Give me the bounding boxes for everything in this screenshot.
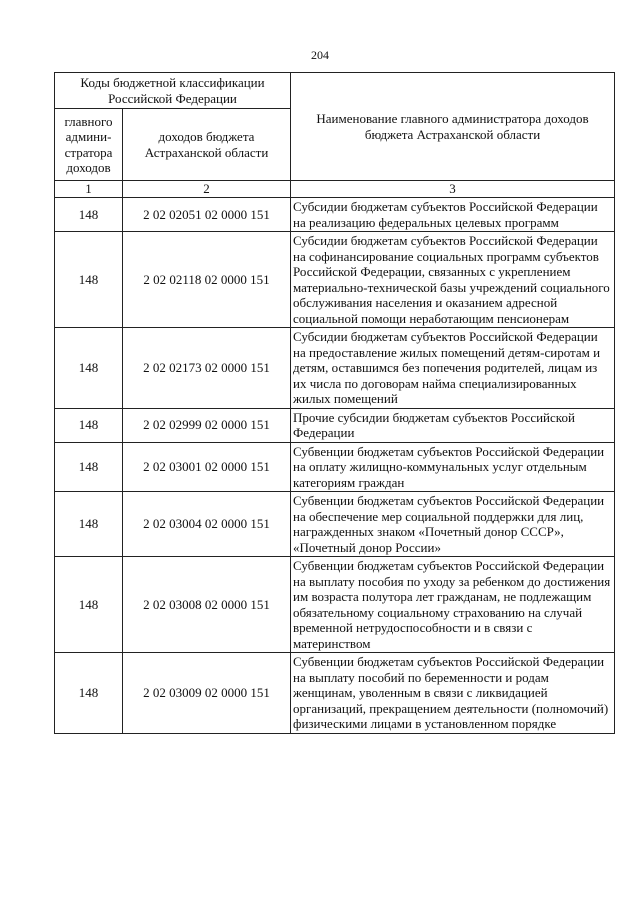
- name-cell: Субвенции бюджетам субъектов Российской Федерации на оплату жилищно-коммунальных услуг отдельным категориям граждан: [291, 442, 615, 492]
- header-admin-cell: главного админи-стратора доходов: [55, 109, 123, 181]
- income-code-cell: 2 02 02999 02 0000 151: [123, 408, 291, 442]
- name-cell: Прочие субсидии бюджетам субъектов Российской Федерации: [291, 408, 615, 442]
- income-code-cell: 2 02 02118 02 0000 151: [123, 232, 291, 328]
- table-row: [55, 442, 615, 492]
- header-group-cell: Коды бюджетной классификации Российской Федерации: [55, 73, 291, 109]
- name-cell: Субвенции бюджетам субъектов Российской Федерации на выплату пособия по уходу за ребенком до достижения им возраста полутора лет гражданам, не подлежащим обязательному социальному страхованию на случай временной нетрудоспособности и в связи с материнством: [291, 557, 615, 653]
- admin-code-cell: 148: [55, 328, 123, 409]
- name-cell: Субвенции бюджетам субъектов Российской Федерации на выплату пособий по беременности и родам женщинам, уволенным в связи с ликвидацией организаций, прекращением деятельности (полномочий) физическими лицами в установленном порядке: [291, 653, 615, 734]
- admin-code-cell: 148: [55, 232, 123, 328]
- admin-code-cell: 148: [55, 442, 123, 492]
- table-row: [55, 328, 615, 409]
- table-row: [55, 408, 615, 442]
- income-code-cell: 2 02 03001 02 0000 151: [123, 442, 291, 492]
- column-number: 3: [291, 181, 615, 198]
- income-code-cell: 2 02 02173 02 0000 151: [123, 328, 291, 409]
- table-body: [55, 198, 615, 734]
- column-number: 2: [123, 181, 291, 198]
- table-row: [55, 492, 615, 557]
- admin-code-cell: 148: [55, 492, 123, 557]
- name-cell: Субсидии бюджетам субъектов Российской Федерации на реализацию федеральных целевых программ: [291, 198, 615, 232]
- budget-classification-table: [54, 72, 615, 734]
- column-number-row: [55, 181, 615, 198]
- table-row: [55, 232, 615, 328]
- income-code-cell: 2 02 02051 02 0000 151: [123, 198, 291, 232]
- admin-code-cell: 148: [55, 198, 123, 232]
- income-code-cell: 2 02 03004 02 0000 151: [123, 492, 291, 557]
- table-row: [55, 557, 615, 653]
- name-cell: Субсидии бюджетам субъектов Российской Федерации на софинансирование социальных программ субъектов Российской Федерации, связанных с укреплением материально-технической базы учреждений социального обслуживания населения и оказанием адресной социальной помощи неработающим пенсионерам: [291, 232, 615, 328]
- name-cell: Субсидии бюджетам субъектов Российской Федерации на предоставление жилых помещений детям-сиротам и детям, оставшимся без попечения родителей, лицам из их числа по договорам найма специализированных жилых помещений: [291, 328, 615, 409]
- table-row: [55, 198, 615, 232]
- admin-code-cell: 148: [55, 557, 123, 653]
- page-number: 204: [311, 48, 329, 62]
- header-name-cell: Наименование главного администратора доходов бюджета Астраханской области: [291, 73, 615, 181]
- income-code-cell: 2 02 03009 02 0000 151: [123, 653, 291, 734]
- header-income-cell: доходов бюджета Астраханской области: [123, 109, 291, 181]
- header-row-group: [55, 73, 615, 109]
- name-cell: Субвенции бюджетам субъектов Российской Федерации на обеспечение мер социальной поддержки для лиц, награжденных знаком «Почетный донор СССР», «Почетный донор России»: [291, 492, 615, 557]
- income-code-cell: 2 02 03008 02 0000 151: [123, 557, 291, 653]
- column-number: 1: [55, 181, 123, 198]
- admin-code-cell: 148: [55, 408, 123, 442]
- table-row: [55, 653, 615, 734]
- admin-code-cell: 148: [55, 653, 123, 734]
